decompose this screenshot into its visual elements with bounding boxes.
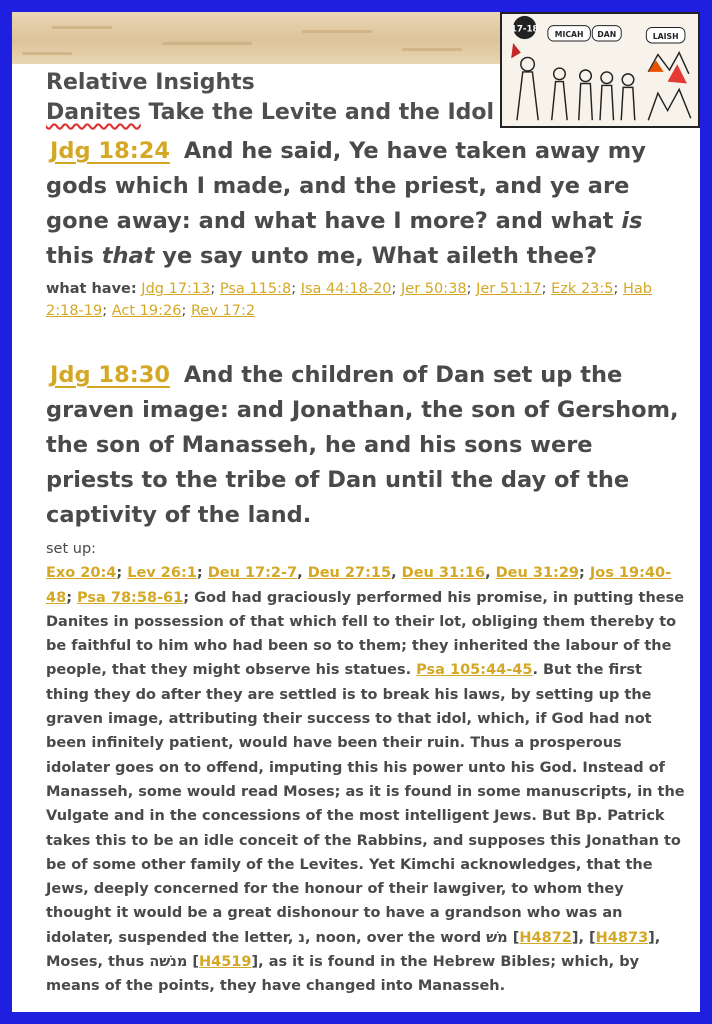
verse-2 [46, 358, 686, 533]
xref-link[interactable]: Deu 17:2-7 [207, 565, 298, 582]
section-heading-word: Danites [46, 100, 141, 125]
xref-link[interactable]: Act 19:26 [111, 303, 182, 319]
verse-1-text-b: this [46, 243, 102, 269]
xref-link[interactable]: Deu 27:15 [307, 565, 392, 582]
setup-label: set up: [46, 541, 97, 557]
content-area [46, 68, 686, 999]
verse-1-italic-is: is [621, 208, 643, 234]
verse-1-text-c: ye say unto me, What aileth thee? [154, 243, 598, 269]
commentary-text-c: ], [ [571, 929, 596, 946]
xref-link[interactable]: Jdg 17:13 [141, 281, 211, 297]
xref-link[interactable]: Hab 2:18-19 [46, 281, 652, 319]
comic-label-2: MICAH [554, 30, 584, 40]
xref-link[interactable]: Jer 51:17 [476, 281, 542, 297]
xref-link[interactable]: Psa 78:58-61 [77, 589, 184, 606]
verse-2-text: And the children of Dan set up the graven image: and Jonathan, the son of Gershom, the son of Manasseh, he and his sons were priests to the tribe of Dan until the day of the captivity of the land. [46, 362, 679, 528]
commentary-ref-link[interactable]: Psa 105:44-45 [416, 662, 533, 679]
section-heading [46, 98, 686, 128]
commentary-text-d: ], Moses, thus מנשׁה [ [46, 929, 661, 971]
xref-link[interactable]: Deu 31:29 [495, 565, 580, 582]
strongs-link-h4519[interactable]: H4519 [199, 954, 252, 971]
page-title: Relative Insights [46, 70, 255, 95]
comic-label-1: 17-18 [510, 24, 539, 35]
comic-label-4: LAISH [652, 32, 679, 42]
xref-label: what have: [46, 281, 137, 297]
sand-banner-image [12, 12, 500, 64]
commentary-text-b: . But the first thing they do after they are settled is to break his laws, by setting up the graven image, attributing their success to that idol, which, if God had not been infinitely patient, would have been their ruin. Thus a prosperous idolater goes on to offend, imputing this his power unto his God. Instead of Manasseh, some would read Moses; as it is found in some manuscripts, in the Vulgate and in the concessions of the most intelligent Jews. But Bp. Patrick takes this to be an idle conceit of the Rabbins, and supposes this Jonathan to be of some other family of the Levites. Yet Kimchi acknowledges, that the Jews, deeply concerned for the honour of their lawgiver, to whom they thought it would be a great dishonour to have a grandson who was an idolater, suspended the letter, נ, noon, over the word משׁ [ [46, 662, 685, 946]
xref-link[interactable]: Jos 19:40-48 [46, 565, 672, 606]
xref-link[interactable]: Rev 17:2 [190, 303, 256, 319]
commentary-text-a: ; God had graciously performed his promise, in putting these Danites in possession of that which fell to their lot, obliging them thereby to be faithful to him who had been so to them; they inherited the labour of the people, that they might observe his statues. [46, 589, 685, 679]
strongs-link-h4872[interactable]: H4872 [519, 929, 572, 946]
xref-link[interactable]: Psa 115:8 [219, 281, 292, 297]
comic-label-3: DAN [597, 30, 617, 40]
verse-2-reference-link[interactable]: Jdg 18:30 [50, 362, 171, 388]
verse-1-text-a: And he said, Ye have taken away my gods which I made, and the priest, and ye are gone away: and what have I more? and what [46, 138, 646, 234]
commentary-text-e: ], as it is found in the Hebrew Bibles; which, by means of the points, they have changed into Manasseh. [46, 954, 640, 995]
xref-link[interactable]: Exo 20:4 [46, 565, 117, 582]
verse-1 [46, 134, 686, 274]
section-heading-rest: Take the Levite and the Idol [140, 100, 495, 125]
xref-link[interactable]: Deu 31:16 [401, 565, 486, 582]
xref-link[interactable]: Jer 50:38 [401, 281, 467, 297]
verse-1-italic-that: that [101, 243, 155, 269]
xref-link[interactable]: Lev 26:1 [127, 565, 197, 582]
xref-link[interactable]: Ezk 23:5 [551, 281, 614, 297]
verse-1-reference-link[interactable]: Jdg 18:24 [50, 138, 171, 164]
document-page [12, 12, 700, 1012]
xref-link[interactable]: Isa 44:18-20 [300, 281, 392, 297]
verse-2-commentary: set up: Exo 20:4; Lev 26:1; Deu 17:2-7, Deu 27:15, Deu 31:16, Deu 31:29; Jos 19:40-48; Psa 78:58-61; God had graciously performed his promise, in putting these Danites in possession of that which fell to their lot, obliging them thereby to be faithful to him who had been so to them; they inherited the labour of the people, that they might observe his statues. Psa 105:44-45. But the first thing they do after they are settled is to break his laws, by setting up the graven image, attributing their success to that idol, which, if God had not been infinitely patient, would have been their ruin. Thus a prosperous idolater goes on to offend, imputing this his power unto his God. Instead of Manasseh, some would read Moses; as it is found in some manuscripts, in the Vulgate and in the concessions of the most intelligent Jews. But Bp. Patrick takes this to be an idle conceit of the Rabbins, and supposes this Jonathan to be of some other family of the Levites. Yet Kimchi acknowledges, that the Jews, deeply concerned for the honour of their lawgiver, to whom they thought it would be a great dishonour to have a grandson who was an idolater, suspended the letter, נ, noon, over the word משׁ [H4872], [H4873], Moses, thus מנשׁה [H4519], as it is found in the Hebrew Bibles; which, by means of the points, they have changed into Manasseh. [46, 537, 686, 999]
verse-1-cross-references: what have: Jdg 17:13; Psa 115:8; Isa 44:18-20; Jer 50:38; Jer 51:17; Ezk 23:5; Hab 2:18-19; Act 19:26; Rev 17:2 [46, 281, 652, 319]
strongs-link-h4873[interactable]: H4873 [595, 929, 649, 946]
